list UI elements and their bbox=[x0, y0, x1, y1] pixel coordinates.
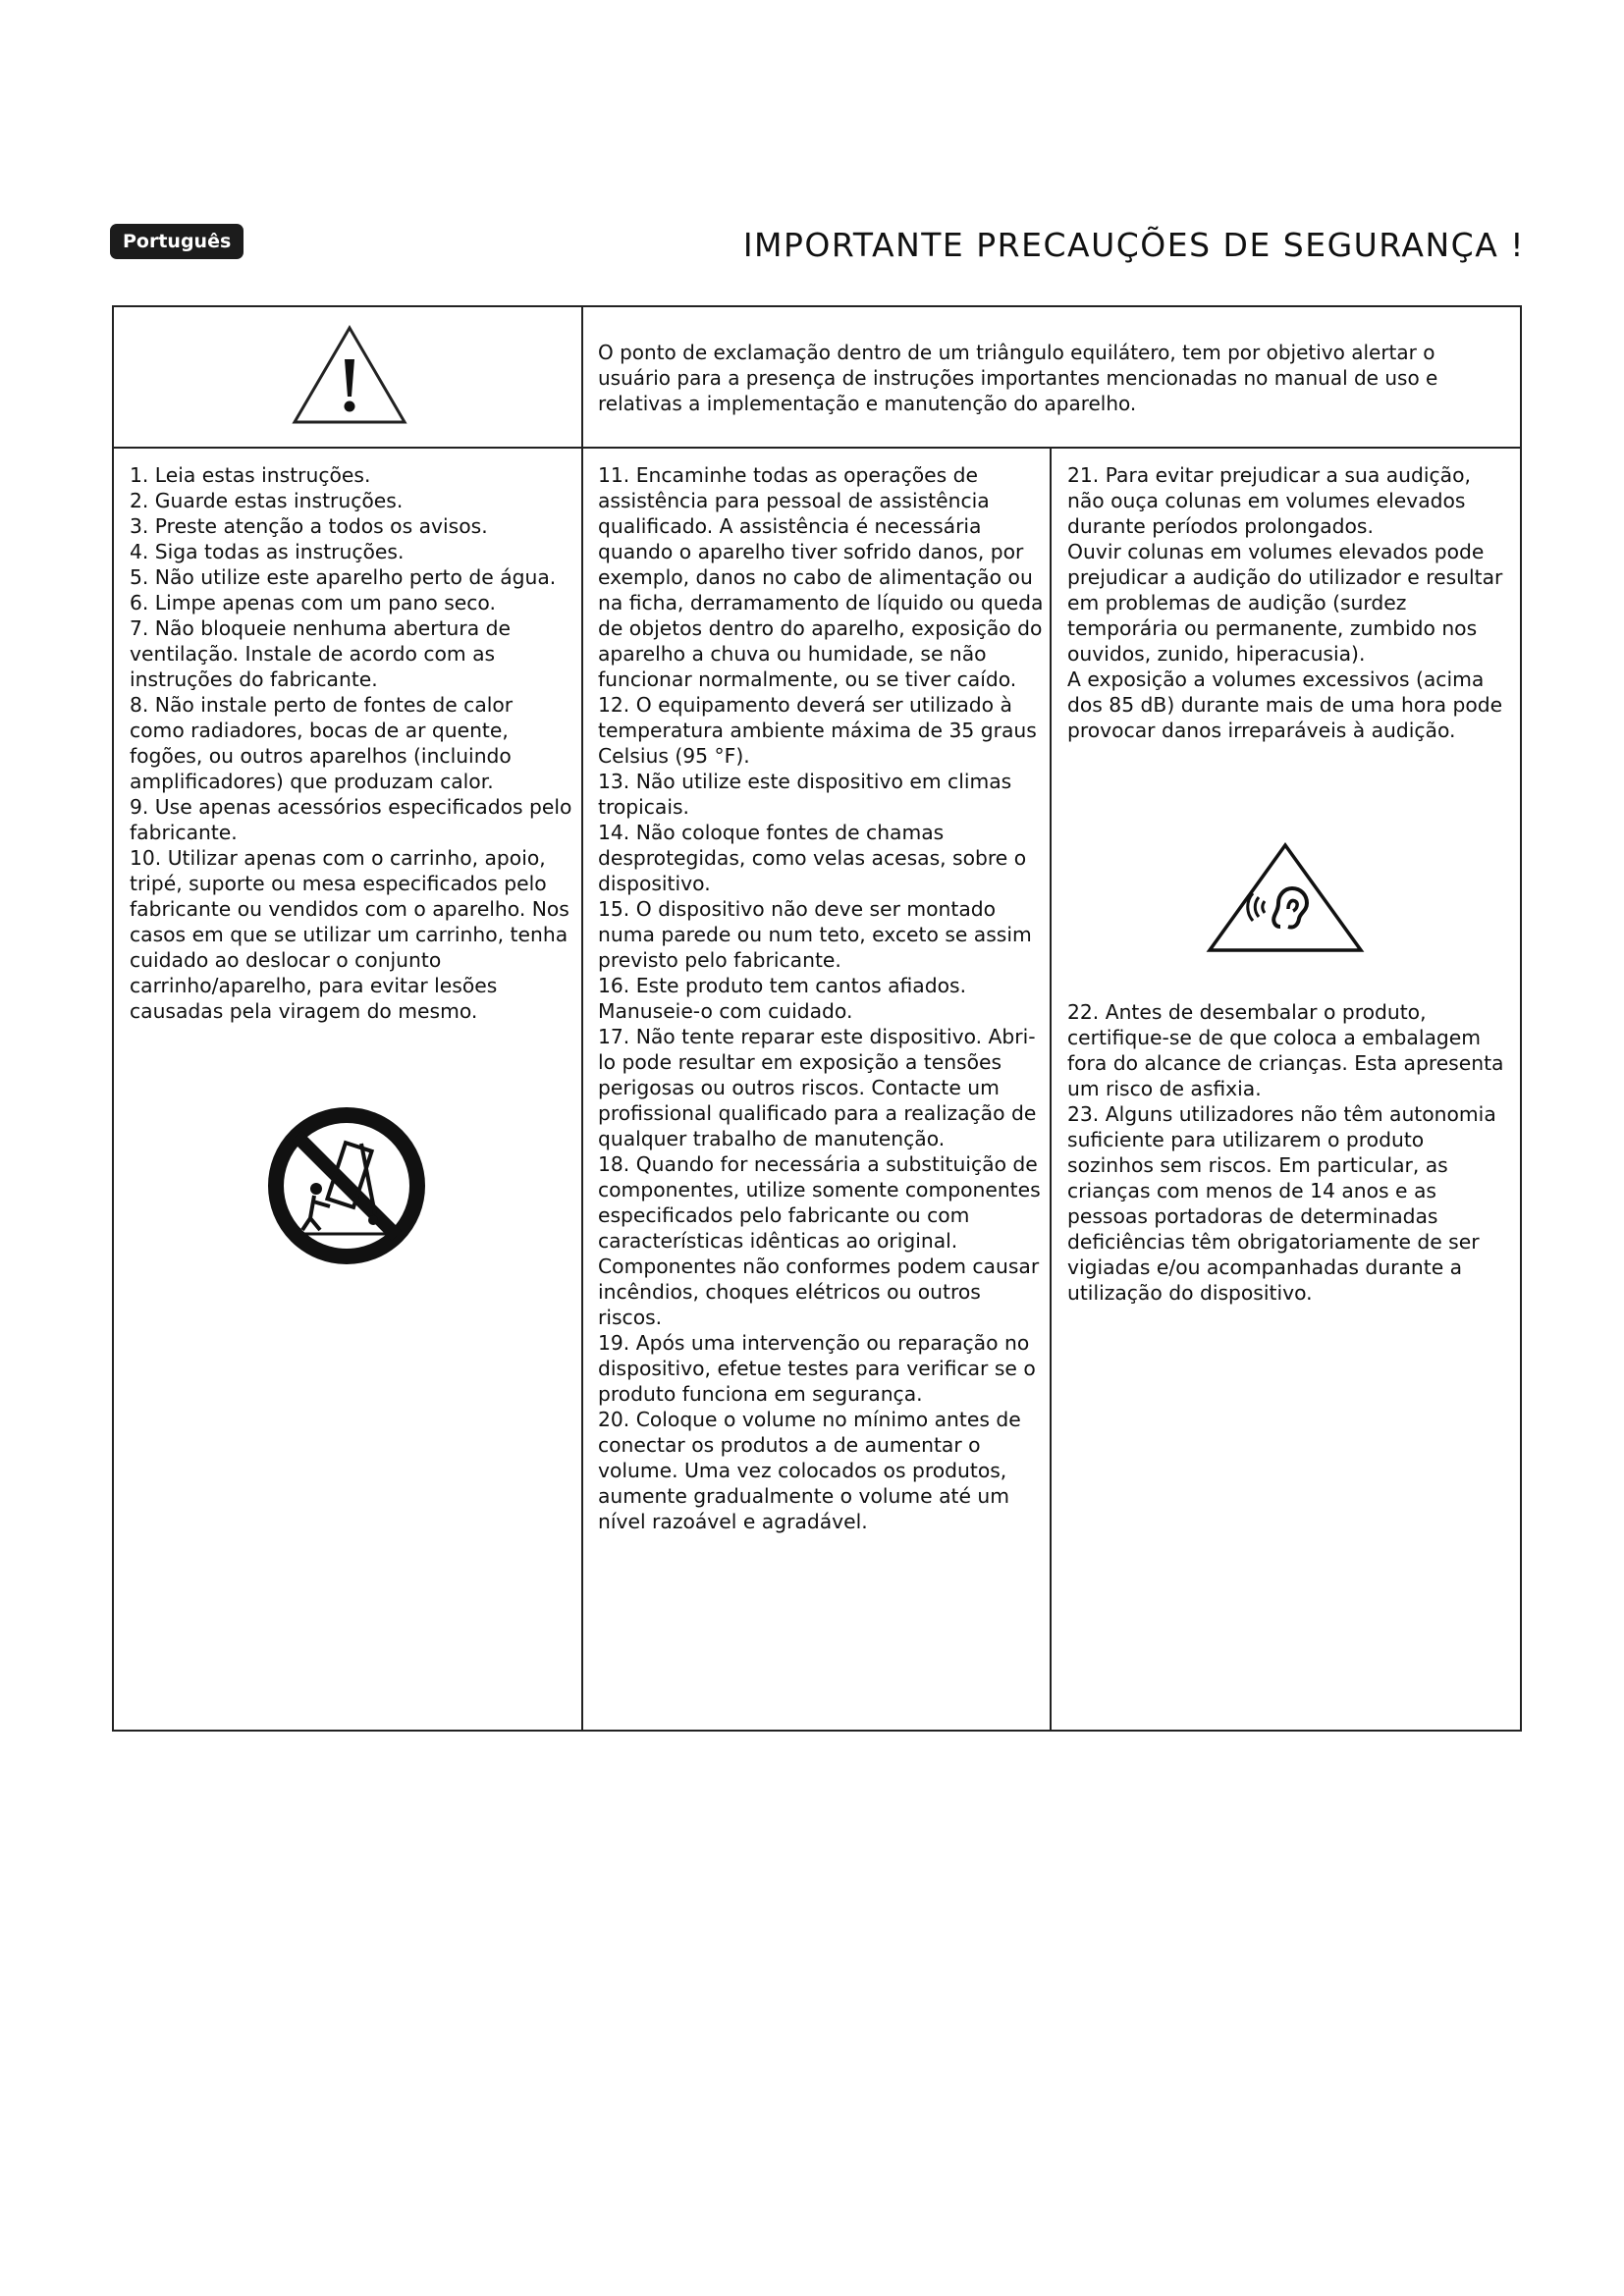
intro-text: O ponto de exclamação dentro de um triângulo equilátero, tem por objetivo alertar o usuário para a presença de instruções importantes mencionadas no manual de uso e relativas a implementação e manutenção do aparelho. bbox=[598, 341, 1438, 415]
hearing-warning-icon bbox=[1206, 842, 1365, 954]
list-item: 8. Não instale perto de fontes de calor como radiadores, bocas de ar quente, fogões, ou outros aparelhos (incluindo amplificadores) que produzam calor. bbox=[130, 693, 514, 793]
column-3 bbox=[1067, 462, 1504, 743]
list-item: 10. Utilizar apenas com o carrinho, apoio, tripé, suporte ou mesa especificados pelo fabricante ou vendidos com o aparelho. Nos casos em que se utilizar um carrinho, tenha cuidado ao deslocar o conjunto carrinho/aparelho, para evitar lesões causadas pela viragem do mesmo. bbox=[130, 846, 569, 1023]
list-item: 18. Quando for necessária a substituição de componentes, utilize somente componentes especificados pelo fabricante ou com características idênticas ao original. Componentes não conformes podem causar incêndios, choques elétricos ou outros riscos. bbox=[598, 1152, 1041, 1329]
list-item: 13. Não utilize este dispositivo em climas tropicais. bbox=[598, 770, 1012, 819]
list-item: 20. Coloque o volume no mínimo antes de conectar os produtos a de aumentar o volume. Uma vez colocados os produtos, aumente gradualmente o volume até um nível razoável e agradável. bbox=[598, 1408, 1021, 1533]
list-item: A exposição a volumes excessivos (acima dos 85 dB) durante mais de uma hora pode provocar danos irreparáveis à audição. bbox=[1067, 667, 1503, 742]
list-item: 16. Este produto tem cantos afiados. Manuseie-o com cuidado. bbox=[598, 974, 967, 1023]
list-item: 1. Leia estas instruções. bbox=[130, 463, 371, 487]
list-item: 2. Guarde estas instruções. bbox=[130, 489, 404, 512]
table-divider-h bbox=[112, 447, 1522, 449]
list-item: 21. Para evitar prejudicar a sua audição, não ouça colunas em volumes elevados durante períodos prolongados. bbox=[1067, 463, 1471, 538]
list-item: 15. O dispositivo não deve ser montado numa parede ou num teto, exceto se assim previsto pelo fabricante. bbox=[598, 897, 1032, 972]
column-3-lower bbox=[1067, 999, 1504, 1306]
list-item: 23. Alguns utilizadores não têm autonomia suficiente para utilizarem o produto sozinhos sem riscos. Em particular, as crianças com menos de 14 anos e as pessoas portadoras de determinadas deficiências têm obrigatoriamente de ser vigiadas e/ou acompanhadas durante a utilização do dispositivo. bbox=[1067, 1102, 1496, 1305]
list-item: 22. Antes de desembalar o produto, certifique-se de que coloca a embalagem fora do alcance de crianças. Esta apresenta um risco de asfixia. bbox=[1067, 1000, 1504, 1100]
list-item: 7. Não bloqueie nenhuma abertura de ventilação. Instale de acordo com as instruções do fabricante. bbox=[130, 616, 511, 691]
table-divider-v2 bbox=[1050, 447, 1052, 1732]
table-divider-v1 bbox=[581, 305, 583, 1732]
warning-triangle-icon bbox=[291, 324, 408, 428]
list-item: 5. Não utilize este aparelho perto de água. bbox=[130, 565, 557, 589]
list-item: 19. Após uma intervenção ou reparação no dispositivo, efetue testes para verificar se o produto funciona em segurança. bbox=[598, 1331, 1036, 1406]
list-item: 9. Use apenas acessórios especificados pelo fabricante. bbox=[130, 795, 572, 844]
list-item: 12. O equipamento deverá ser utilizado à temperatura ambiente máxima de 35 graus Celsius (95 °F). bbox=[598, 693, 1037, 768]
list-item: 14. Não coloque fontes de chamas desprotegidas, como velas acesas, sobre o dispositivo. bbox=[598, 821, 1027, 895]
list-item: 6. Limpe apenas com um pano seco. bbox=[130, 591, 496, 614]
list-item: 11. Encaminhe todas as operações de assistência para pessoal de assistência qualificado. A assistência é necessária quando o aparelho tiver sofrido danos, por exemplo, danos no cabo de alimentação ou na ficha, derramamento de líquido ou queda de objetos dentro do aparelho, exposição do aparelho a chuva ou humidade, se não funcionar normalmente, ou se tiver caído. bbox=[598, 463, 1044, 691]
list-item: 4. Siga todas as instruções. bbox=[130, 540, 405, 563]
page-title: IMPORTANTE PRECAUÇÕES DE SEGURANÇA ! bbox=[742, 226, 1525, 264]
language-badge: Português bbox=[110, 224, 244, 259]
cart-tip-over-icon bbox=[265, 1104, 428, 1267]
list-item: Ouvir colunas em volumes elevados pode prejudicar a audição do utilizador e resultar em problemas de audição (surdez temporária ou permanente, zumbido nos ouvidos, zunido, hiperacusia). bbox=[1067, 540, 1503, 666]
list-item: 17. Não tente reparar este dispositivo. Abri-lo pode resultar em exposição a tensões perigosas ou outros riscos. Contacte um profissional qualificado para a realização de qualquer trabalho de manutenção. bbox=[598, 1025, 1037, 1150]
column-1 bbox=[130, 462, 573, 1024]
list-item: 3. Preste atenção a todos os avisos. bbox=[130, 514, 488, 538]
column-2 bbox=[598, 462, 1045, 1534]
